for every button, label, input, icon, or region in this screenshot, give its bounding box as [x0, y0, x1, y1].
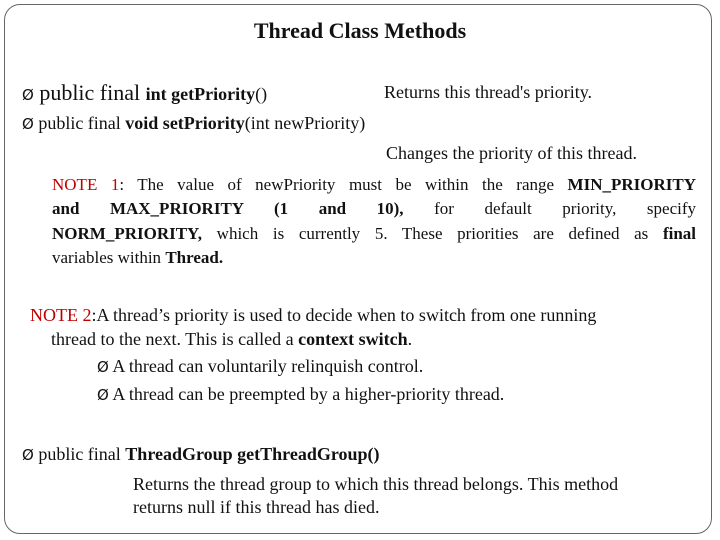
method-setpriority [22, 113, 365, 134]
method-signature: void setPriority [125, 113, 245, 133]
note2-label: NOTE 2 [30, 305, 92, 325]
method-getthreadgroup-description-line2: returns null if this thread has died. [133, 497, 380, 517]
note1-line: and MAX_PRIORITY (1 and 10), for default priority, specify [52, 199, 696, 219]
bullet-arrow-icon: Ø [22, 115, 34, 133]
note2-line1: NOTE 2:A thread’s priority is used to decide when to switch from one running [30, 305, 597, 325]
bullet-arrow-icon: Ø [22, 446, 34, 464]
note1-label: NOTE 1 [52, 175, 120, 194]
note1-line: variables within Thread. [52, 247, 224, 267]
method-getthreadgroup [22, 444, 380, 465]
context-switch-term: context switch [298, 329, 408, 349]
method-getthreadgroup-description-line1: Returns the thread group to which this thread belongs. This method [133, 474, 619, 494]
method-signature: int getPriority [145, 84, 256, 104]
note1-line: NOTE 1: The value of newPriority must be within the range MIN_PRIORITY [52, 175, 696, 194]
note1-line: NORM_PRIORITY, which is currently 5. These priorities are defined as final [52, 223, 696, 243]
method-getpriority [22, 80, 267, 106]
slide-title: Thread Class Methods [253, 18, 467, 43]
method-modifier: public final [39, 80, 146, 105]
method-modifier: public final [38, 444, 126, 464]
bullet-arrow-icon: Ø [97, 386, 109, 404]
note2-subpoint: Ø A thread can be preempted by a higher-priority thread. [97, 384, 505, 404]
method-setpriority-description: Changes the priority of this thread. [386, 143, 637, 163]
method-getpriority-description: Returns this thread's priority. [384, 82, 593, 102]
bullet-arrow-icon: Ø [22, 86, 34, 104]
method-params: (int newPriority) [244, 113, 366, 133]
note2-line2: thread to the next. This is called a context switch. [51, 329, 413, 349]
method-signature: ThreadGroup getThreadGroup() [125, 444, 380, 464]
method-params: () [255, 84, 268, 104]
note1-block [52, 173, 696, 270]
method-modifier: public final [38, 113, 126, 133]
note2-subpoint: Ø A thread can voluntarily relinquish control. [97, 356, 424, 376]
bullet-arrow-icon: Ø [97, 358, 109, 376]
